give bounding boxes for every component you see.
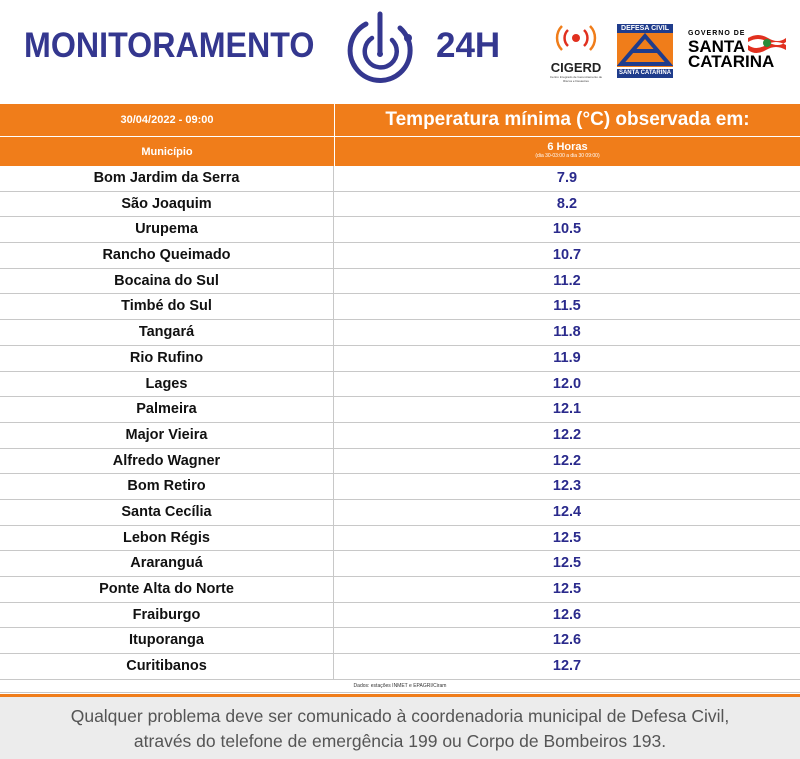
cigerd-sub: Centro Integrado de Gerenciamento de Riscos e Desastres — [549, 75, 603, 83]
temperature-cell: 12.5 — [552, 581, 582, 597]
temperature-cell: 8.2 — [556, 195, 578, 212]
municipio-cell: Urupema — [0, 217, 334, 242]
table-row — [0, 577, 800, 603]
table-row — [0, 397, 800, 423]
cigerd-logo — [548, 24, 604, 83]
table-row — [0, 294, 800, 320]
radar-icon — [342, 8, 418, 88]
municipio-cell: Tangará — [0, 320, 334, 345]
defesa-civil-emblem-icon — [617, 33, 673, 67]
table-header-row-1 — [0, 104, 800, 136]
temperature-cell: 11.2 — [553, 272, 581, 289]
table-row — [0, 603, 800, 629]
signal-icon — [548, 24, 604, 56]
table-row — [0, 269, 800, 295]
gov-line1: SANTA — [688, 37, 746, 56]
date-time: 30/04/2022 - 09:00 — [120, 114, 214, 126]
temperature-cell: 12.0 — [552, 375, 582, 392]
municipio-cell: Lebon Régis — [0, 526, 334, 551]
temperature-cell: 12.7 — [552, 658, 582, 675]
municipio-cell: Alfredo Wagner — [0, 449, 334, 474]
municipio-cell: Major Vieira — [0, 423, 334, 448]
page-title-24h: 24H — [436, 26, 501, 65]
table-row — [0, 449, 800, 475]
gov-small: GOVERNO DE — [688, 30, 746, 37]
municipio-cell: Santa Cecília — [0, 500, 334, 525]
footer-note — [0, 704, 800, 754]
table-row — [0, 166, 800, 192]
defesa-top: DEFESA CIVIL — [617, 24, 673, 33]
temperature-cell: 12.6 — [552, 606, 582, 623]
temperature-cell: 12.5 — [552, 529, 582, 546]
table-row — [0, 372, 800, 398]
temperature-cell: 12.6 — [552, 632, 582, 649]
temperature-cell: 12.2 — [552, 452, 582, 469]
table-row — [0, 551, 800, 577]
municipio-cell: Bocaina do Sul — [0, 269, 334, 294]
municipio-cell: São Joaquim — [0, 192, 334, 217]
data-source: Dados: estações INMET e EPAGRI/Ciram — [0, 680, 800, 693]
defesa-civil-logo — [617, 24, 673, 76]
temperature-cell: 12.1 — [552, 401, 582, 418]
temperature-cell: 11.8 — [553, 324, 581, 341]
temperature-cell: 12.2 — [552, 426, 582, 443]
municipio-cell: Rio Rufino — [0, 346, 334, 371]
municipio-cell: Ponte Alta do Norte — [0, 577, 334, 602]
column-header-hours-label: 6 Horas — [547, 141, 588, 153]
temperature-cell: 11.9 — [553, 349, 581, 366]
page-header — [0, 0, 800, 104]
column-header-hours-sub: (dia 30-03:00 a dia 30 09:00) — [535, 153, 600, 159]
temperature-cell: 10.5 — [552, 221, 582, 238]
municipio-cell: Bom Retiro — [0, 474, 334, 499]
column-header-municipio: Município — [0, 136, 334, 166]
table-row — [0, 423, 800, 449]
footer-line-1: Qualquer problema deve ser comunicado à coordenadoria municipal de Defesa Civil, — [70, 706, 730, 726]
table-row — [0, 320, 800, 346]
municipio-cell: Ituporanga — [0, 628, 334, 653]
temperature-cell: 12.3 — [552, 478, 582, 495]
table-row — [0, 217, 800, 243]
gov-line2: CATARINA — [688, 52, 775, 71]
municipio-cell: Palmeira — [0, 397, 334, 422]
table-row — [0, 654, 800, 680]
table-row — [0, 346, 800, 372]
municipio-cell: Araranguá — [0, 551, 334, 576]
table-row — [0, 474, 800, 500]
table-row — [0, 500, 800, 526]
defesa-bottom: SANTA CATARINA — [618, 70, 672, 76]
temperature-cell: 12.4 — [552, 503, 582, 520]
governo-sc-logo — [688, 30, 788, 72]
temperature-cell: 12.5 — [552, 555, 582, 572]
temperature-cell: 7.9 — [556, 170, 578, 186]
table-row — [0, 628, 800, 654]
cigerd-name: CIGERD — [550, 60, 602, 75]
flag-icon — [748, 32, 786, 54]
municipio-cell: Curitibanos — [0, 654, 334, 679]
table-header-row-2 — [0, 136, 800, 166]
temperature-cell: 10.7 — [552, 247, 582, 264]
municipio-cell: Timbé do Sul — [0, 294, 334, 319]
table-body — [0, 166, 800, 680]
table-row — [0, 526, 800, 552]
municipio-cell: Bom Jardim da Serra — [0, 166, 334, 191]
table-row — [0, 243, 800, 269]
table-row — [0, 192, 800, 218]
page-title: MONITORAMENTO — [24, 26, 315, 65]
municipio-cell: Rancho Queimado — [0, 243, 334, 268]
temperature-cell: 11.5 — [553, 298, 581, 315]
table-title: Temperatura mínima (°C) observada em: — [334, 104, 800, 136]
column-header-6-horas — [334, 136, 800, 166]
municipio-cell: Fraiburgo — [0, 603, 334, 628]
municipio-cell: Lages — [0, 372, 334, 397]
footer-line-2: através do telefone de emergência 199 ou Corpo de Bombeiros 193. — [133, 731, 667, 751]
